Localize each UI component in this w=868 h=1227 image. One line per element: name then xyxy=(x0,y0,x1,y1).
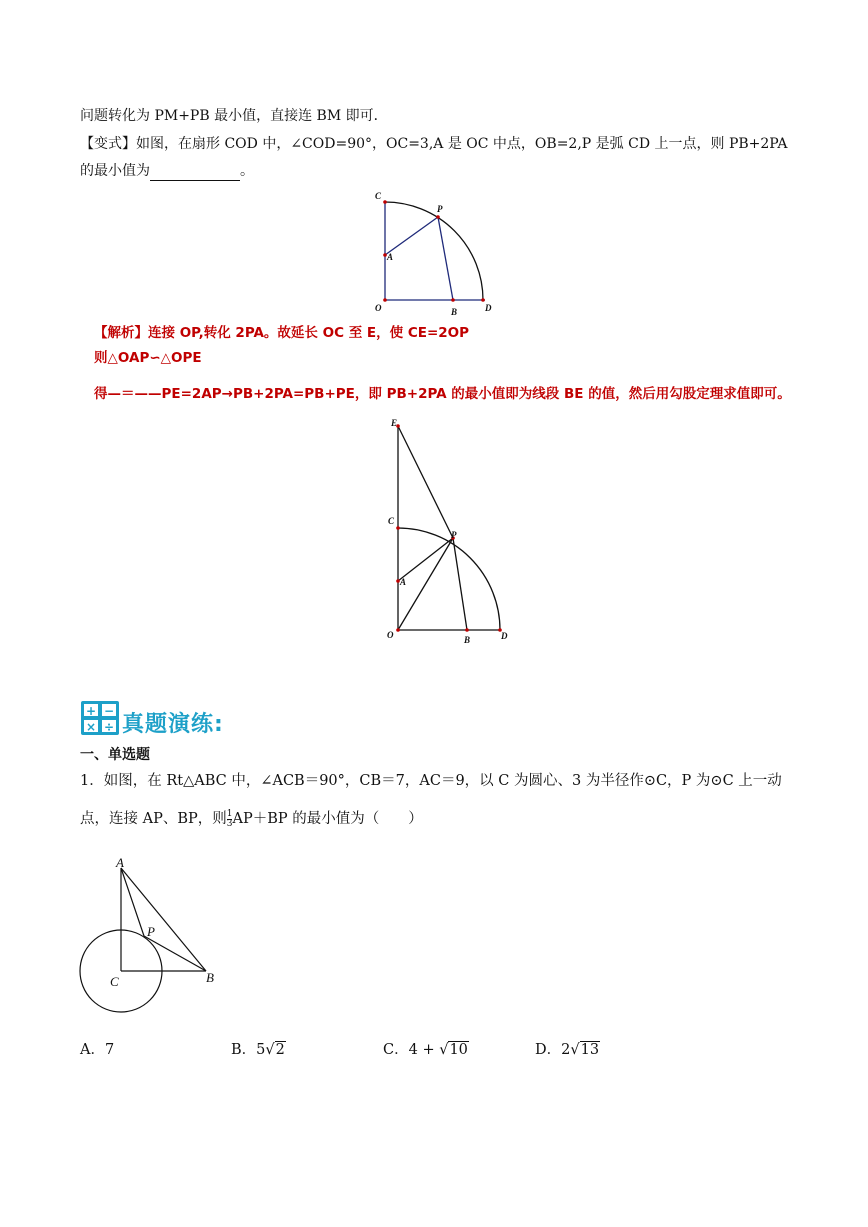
analysis-tag: 【解析】 xyxy=(94,325,148,341)
label-a: A xyxy=(400,577,407,587)
point-d xyxy=(481,298,485,302)
svg-text:×: × xyxy=(85,720,97,734)
segment-op xyxy=(398,538,453,630)
label-p: P xyxy=(451,530,457,540)
variant-line-1 xyxy=(80,134,788,154)
label-a: A xyxy=(116,855,124,870)
label-p: P xyxy=(147,924,155,939)
point-b xyxy=(465,628,469,632)
label-c: C xyxy=(375,191,382,201)
point-o xyxy=(396,628,400,632)
segment-ap xyxy=(385,217,438,255)
analysis-text-1: 连接 OP,转化 2PA。故延长 OC 至 E，使 CE=2OP xyxy=(148,325,470,341)
variant-line-2 xyxy=(80,161,254,181)
variant-text-after: 。 xyxy=(240,163,254,179)
sector-figure-2 xyxy=(380,413,520,648)
label-a: A xyxy=(387,252,394,262)
variant-tag: 【变式】 xyxy=(80,136,136,152)
segment-ap xyxy=(121,868,144,936)
arc-cd xyxy=(385,202,483,300)
arc-cd xyxy=(398,528,500,630)
svg-text:−: − xyxy=(103,704,115,718)
segment-ab xyxy=(121,868,206,971)
label-p: P xyxy=(437,204,443,214)
question-1-suffix: AP＋BP 的最小值为（ ） xyxy=(232,811,423,827)
svg-text:+: + xyxy=(85,704,97,718)
label-d: D xyxy=(501,631,508,641)
label-b: B xyxy=(451,307,458,317)
calculator-icon xyxy=(80,700,120,736)
section-subtitle: 一、单选题 xyxy=(80,747,150,763)
label-d: D xyxy=(485,303,492,313)
question-1-line-1: 1．如图，在 Rt△ABC 中，∠ACB＝90°，CB＝7，AC＝9，以 C 为圆心、3 为半径作⊙C，P 为⊙C 上一动 xyxy=(80,773,782,789)
svg-text:÷: ÷ xyxy=(103,720,115,734)
segment-pb xyxy=(144,936,206,971)
analysis-line-1 xyxy=(94,323,469,343)
label-o: O xyxy=(387,630,394,640)
point-c xyxy=(383,200,387,204)
point-p xyxy=(436,215,440,219)
section-title: 真题演练: xyxy=(122,712,224,737)
answer-blank xyxy=(150,166,240,181)
label-o: O xyxy=(375,303,382,313)
label-e: E xyxy=(391,418,398,428)
point-o xyxy=(383,298,387,302)
option-a[interactable]: A．7 xyxy=(80,1042,115,1058)
option-b[interactable]: B．5√2 xyxy=(231,1042,285,1058)
triangle-circle-figure xyxy=(74,850,234,1020)
sector-figure-1 xyxy=(365,185,505,320)
point-b xyxy=(451,298,455,302)
fraction-one-third: $\frac{1}{3}$ xyxy=(226,808,233,829)
segment-ep xyxy=(398,426,453,538)
option-c[interactable]: C．4 + √10 xyxy=(383,1042,468,1058)
intro-line: 问题转化为 PM+PB 最小值，直接连 BM 即可． xyxy=(80,108,388,124)
point-c xyxy=(396,526,400,530)
variant-text-before: 的最小值为 xyxy=(80,163,150,179)
segment-pb xyxy=(438,217,453,300)
label-c: C xyxy=(388,516,395,526)
variant-text: 如图，在扇形 COD 中，∠COD=90°，OC=3,A 是 OC 中点，OB=2,P 是弧 CD 上一点，则 PB+2PA xyxy=(136,136,788,152)
question-1-line-2 xyxy=(80,808,423,830)
label-b: B xyxy=(464,635,471,645)
question-1-prefix: 点，连接 AP、BP，则 xyxy=(80,811,227,827)
segment-pb xyxy=(453,538,467,630)
label-c: C xyxy=(110,974,119,989)
segment-ap xyxy=(398,538,453,581)
analysis-line-3: 得—＝——PE=2AP→PB+2PA=PB+PE，即 PB+2PA 的最小值即为线段 BE 的值，然后用勾股定理求值即可。 xyxy=(94,386,791,402)
option-d[interactable]: D．2√13 xyxy=(535,1042,600,1058)
label-b: B xyxy=(206,970,214,985)
analysis-line-2: 则△OAP∽△OPE xyxy=(94,350,202,366)
